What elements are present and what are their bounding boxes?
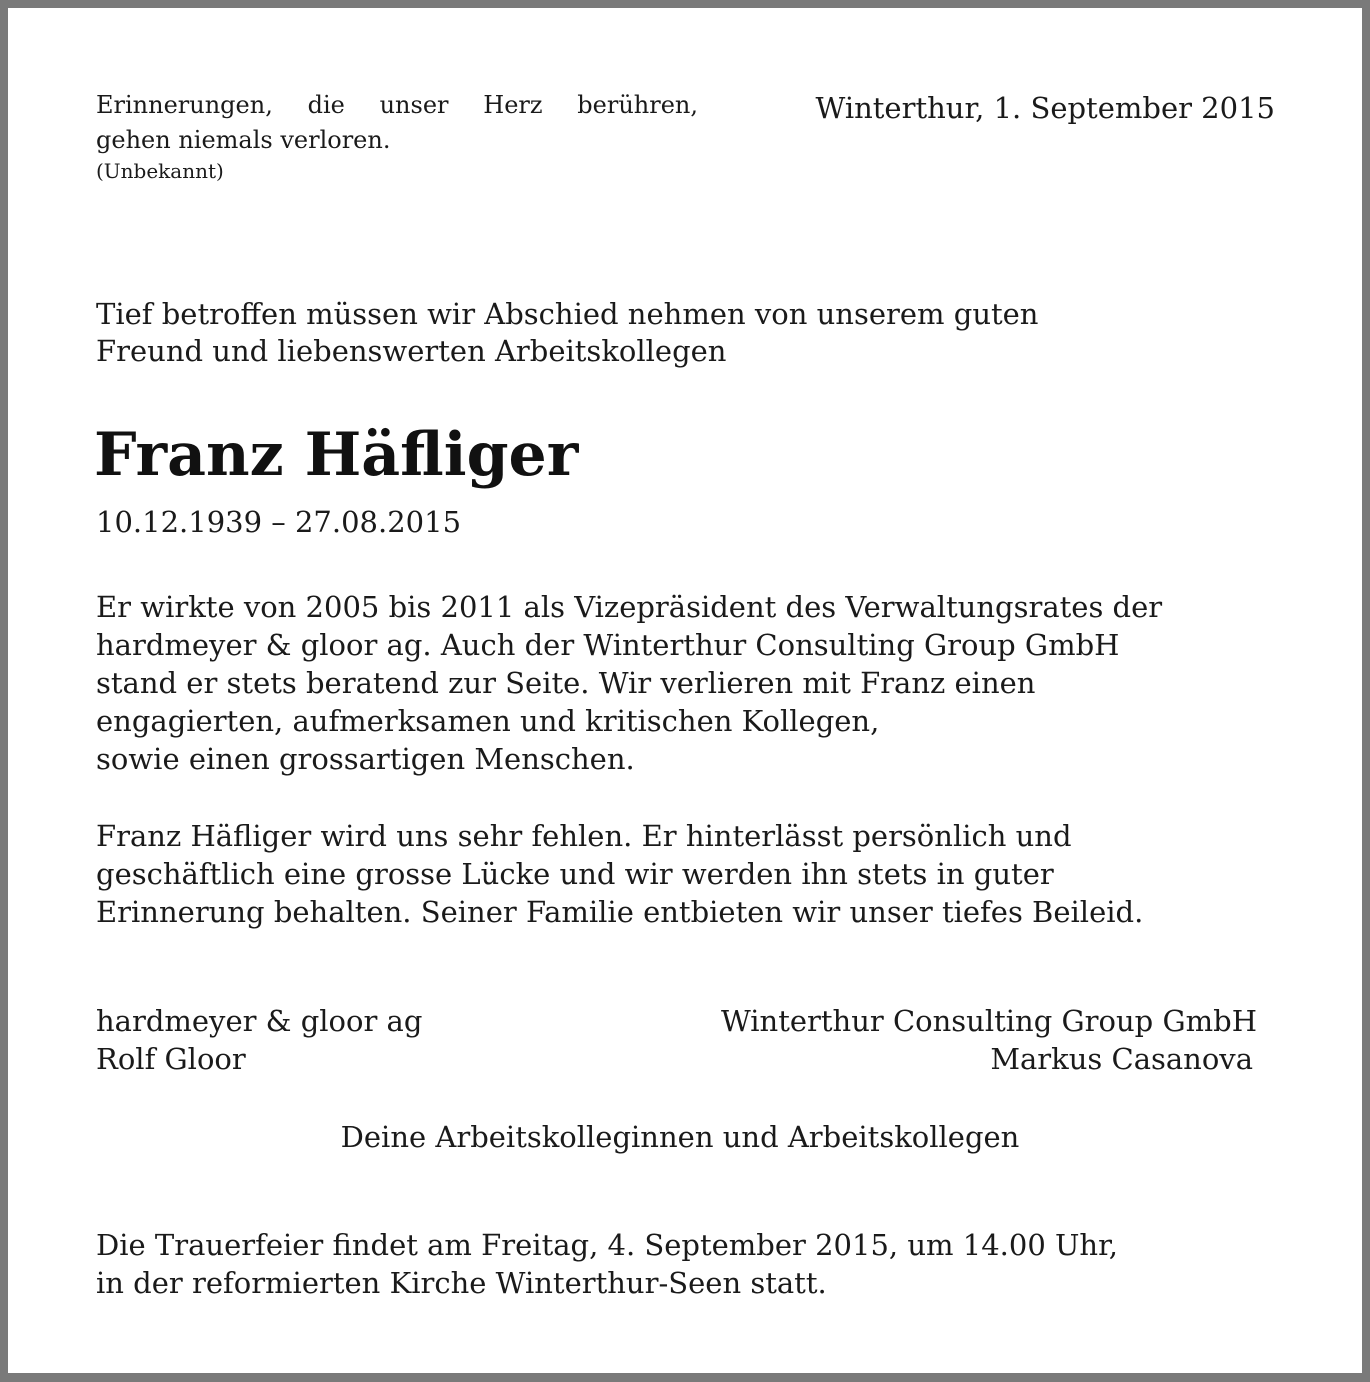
paragraph2-line-3: Erinnerung behalten. Seiner Familie entbieten wir unser tiefes Beileid. [96,895,1144,929]
life-dates: 10.12.1939 – 27.08.2015 [96,505,462,539]
intro-line-1: Tief betroffen müssen wir Abschied nehmen von unserem guten [96,297,1039,331]
intro-line-2: Freund und liebenswerten Arbeitskollegen [96,334,727,368]
ceremony-line-1: Die Trauerfeier findet am Freitag, 4. September 2015, um 14.00 Uhr, [96,1228,1118,1262]
signature-right-person: Markus Casanova [990,1042,1253,1076]
paragraph1-line-2: hardmeyer & gloor ag. Auch der Winterthur Consulting Group GmbH [96,628,1120,662]
signature-right-company: Winterthur Consulting Group GmbH [720,1004,1257,1038]
paragraph1-line-1: Er wirkte von 2005 bis 2011 als Vizepräsident des Verwaltungsrates der [96,590,1163,624]
quote-line-1: Erinnerungen, die unser Herz berühren, [96,91,698,119]
signature-left-company: hardmeyer & gloor ag [96,1004,423,1038]
ceremony-line-2: in der reformierten Kirche Winterthur-Seen statt. [96,1266,827,1300]
paragraph1-line-5: sowie einen grossartigen Menschen. [96,742,635,776]
paragraph2-line-1: Franz Häfliger wird uns sehr fehlen. Er hinterlässt persönlich und [96,819,1072,853]
paragraph1-line-4: engagierten, aufmerksamen und kritischen Kollegen, [96,704,880,738]
signature-left-person: Rolf Gloor [96,1042,246,1076]
paragraph2-line-2: geschäftlich eine grosse Lücke und wir werden ihn stets in guter [96,857,1054,891]
paragraph1-line-3: stand er stets beratend zur Seite. Wir verlieren mit Franz einen [96,666,1036,700]
quote-line-2: gehen niemals verloren. [96,126,391,154]
place-date: Winterthur, 1. September 2015 [815,91,1275,125]
quote-author: (Unbekannt) [96,159,224,183]
signature-colleagues: Deine Arbeitskolleginnen und Arbeitskollegen [340,1120,1020,1154]
deceased-name: Franz Häfliger [94,420,579,490]
